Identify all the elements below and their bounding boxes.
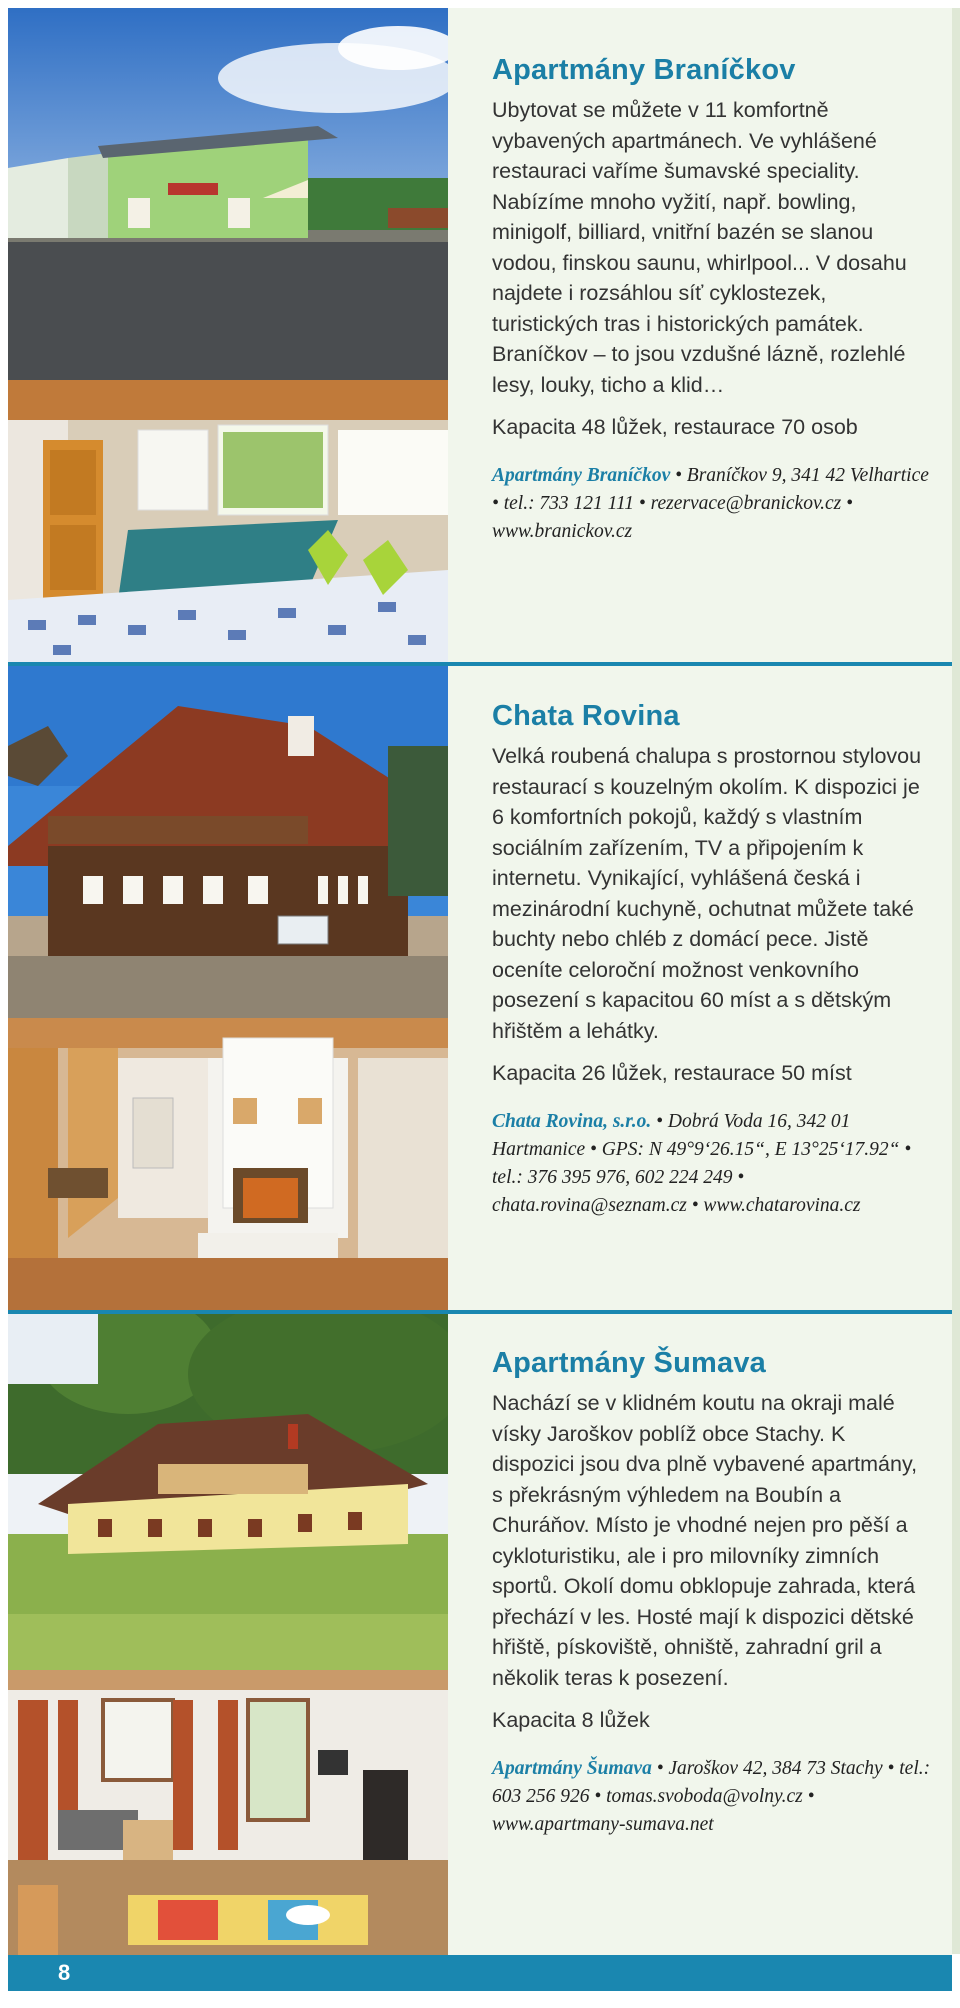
listing-capacity: Kapacita 48 lůžek, restaurace 70 osob <box>492 415 858 439</box>
listing-contact <box>492 1755 932 1839</box>
indoor-pool-photo <box>8 380 448 662</box>
wooden-chalet-photo <box>8 666 448 1018</box>
contact-details[interactable]: • Jaroškov 42, 384 73 Stachy • tel.: 603 256 926 • tomas.svoboda@volny.cz • www.apartmany-sumava.net <box>492 1758 931 1835</box>
contact-details[interactable]: • Braníčkov 9, 341 42 Velhartice • tel.: 733 121 111 • rezervace@branickov.cz • www.branickov.cz <box>492 465 929 542</box>
listing-description: Velká roubená chalupa s prostornou stylovou restaurací s kouzelným okolím. K dispozici je 6 komfortních pokojů, každý s vlastním sociálním zařízením, TV a připojením k internetu. Vynikající, vyhlášená česká i mezinárodní kuchyně, ochutnat můžete také buchty nebo chléb z domácí pece. Jistě oceníte celoroční možnost venkovního posezení s kapacitou 60 míst a s dětským hřištěm a lehátky. <box>492 744 922 1043</box>
listing-capacity: Kapacita 8 lůžek <box>492 1708 650 1732</box>
listing-description: Ubytovat se můžete v 11 komfortně vybavených apartmánech. Ve vyhlášené restauraci vaříme šumavské speciality. Nabízíme mnoho vyžití, např. bowling, minigolf, billiard, vnitřní bazén se slanou vodou, finskou saunu, whirlpool... V dosahu najdete i rozsáhlou síť cyklostezek, turistických tras i historických památek. Braníčkov – to jsou vzdušné lázně, rozlehlé lesy, louky, ticho a klid… <box>492 98 907 397</box>
listing-1 <box>492 54 932 546</box>
listing-3 <box>492 1347 932 1839</box>
tiled-stove-interior-photo <box>8 1018 448 1310</box>
listing-description: Nachází se v klidném koutu na okraji malé vísky Jaroškov poblíž obce Stachy. K dispozici jsou dva plně vybavené apartmány, s překrásným výhledem na Boubín a Churáňov. Místo je vhodné nejen pro pěší a cykloturistiku, ale i pro milovníky zimních sportů. Okolí domu obklopuje zahrada, která přechází v les. Hosté mají k dispozici dětské hřiště, pískoviště, ohniště, zahradní gril a několik teras k posezení. <box>492 1391 918 1690</box>
contact-details[interactable]: • Dobrá Voda 16, 342 01 Hartmanice • GPS: N 49°9‘26.15“, E 13°25‘17.92“ • tel.: 376 395 976, 602 224 249 • chata.rovina@seznam.cz • www.chatarovina.cz <box>492 1111 912 1216</box>
listing-title: Apartmány Braníčkov <box>492 54 796 86</box>
listing-title: Chata Rovina <box>492 700 680 732</box>
page-edge-strip <box>952 8 960 1954</box>
listing-contact <box>492 1108 932 1220</box>
exterior-building-photo <box>8 8 448 380</box>
listing-capacity: Kapacita 26 lůžek, restaurace 50 míst <box>492 1061 852 1085</box>
contact-name: Apartmány Braníčkov <box>492 465 671 486</box>
listing-contact <box>492 462 932 546</box>
contact-name: Chata Rovina, s.r.o. <box>492 1111 652 1132</box>
page-number: 8 <box>58 1960 71 1985</box>
listing-title: Apartmány Šumava <box>492 1347 766 1379</box>
listing-2 <box>492 700 932 1220</box>
living-room-interior-photo <box>8 1670 448 1955</box>
footer-bar <box>8 1955 952 1991</box>
country-house-photo <box>8 1314 448 1670</box>
contact-name: Apartmány Šumava <box>492 1758 652 1779</box>
